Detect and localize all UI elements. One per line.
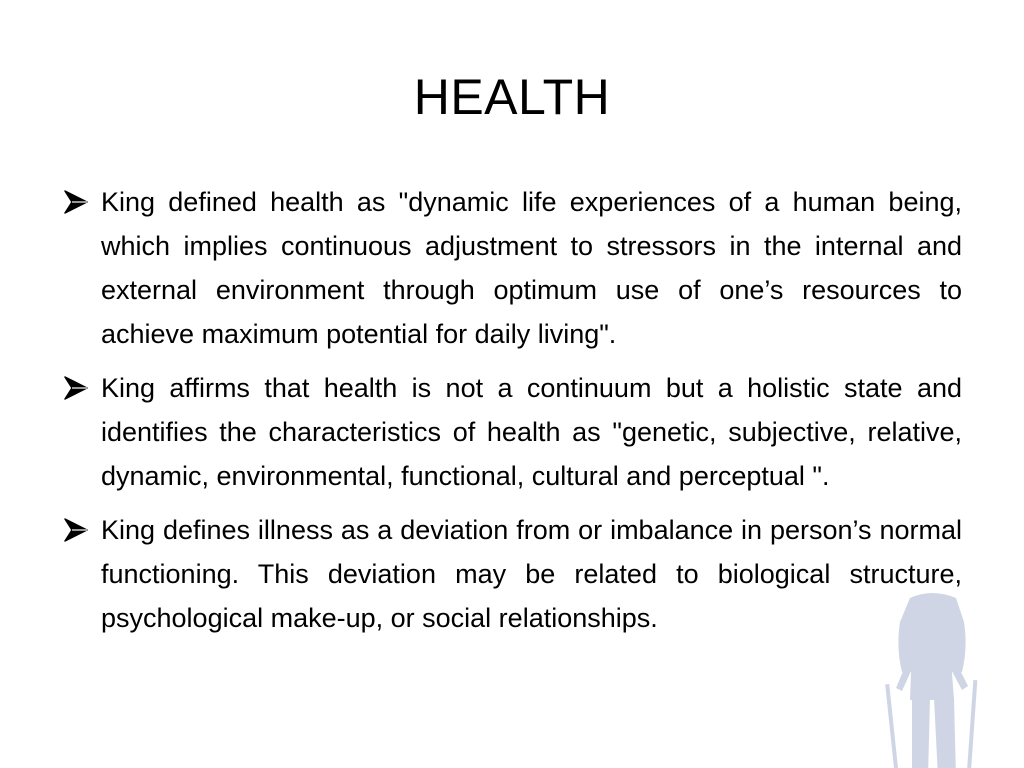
arrow-bullet-icon: [62, 188, 90, 216]
bullet-text: King affirms that health is not a continuum but a holistic state and identifies the characteristics of health as "genetic, subjective, relative, dynamic, environmental, functional, cultural and perceptual ".: [101, 373, 962, 491]
bullet-item: [62, 366, 962, 498]
bullet-list: [62, 180, 962, 650]
arrow-bullet-icon: [62, 374, 90, 402]
bullet-item: [62, 508, 962, 640]
slide-title: HEALTH: [413, 69, 611, 125]
bullet-text: King defined health as "dynamic life experiences of a human being, which implies continuous adjustment to stressors in the internal and external environment through optimum use of one’s resources to achieve maximum potential for daily living".: [101, 187, 962, 349]
bullet-item: [62, 180, 962, 356]
arrow-bullet-icon: [62, 516, 90, 544]
hiker-silhouette-icon: [872, 588, 992, 768]
bullet-text: King defines illness as a deviation from or imbalance in person’s normal functioning. This deviation may be related to biological structure, psychological make-up, or social relationships.: [101, 515, 962, 633]
